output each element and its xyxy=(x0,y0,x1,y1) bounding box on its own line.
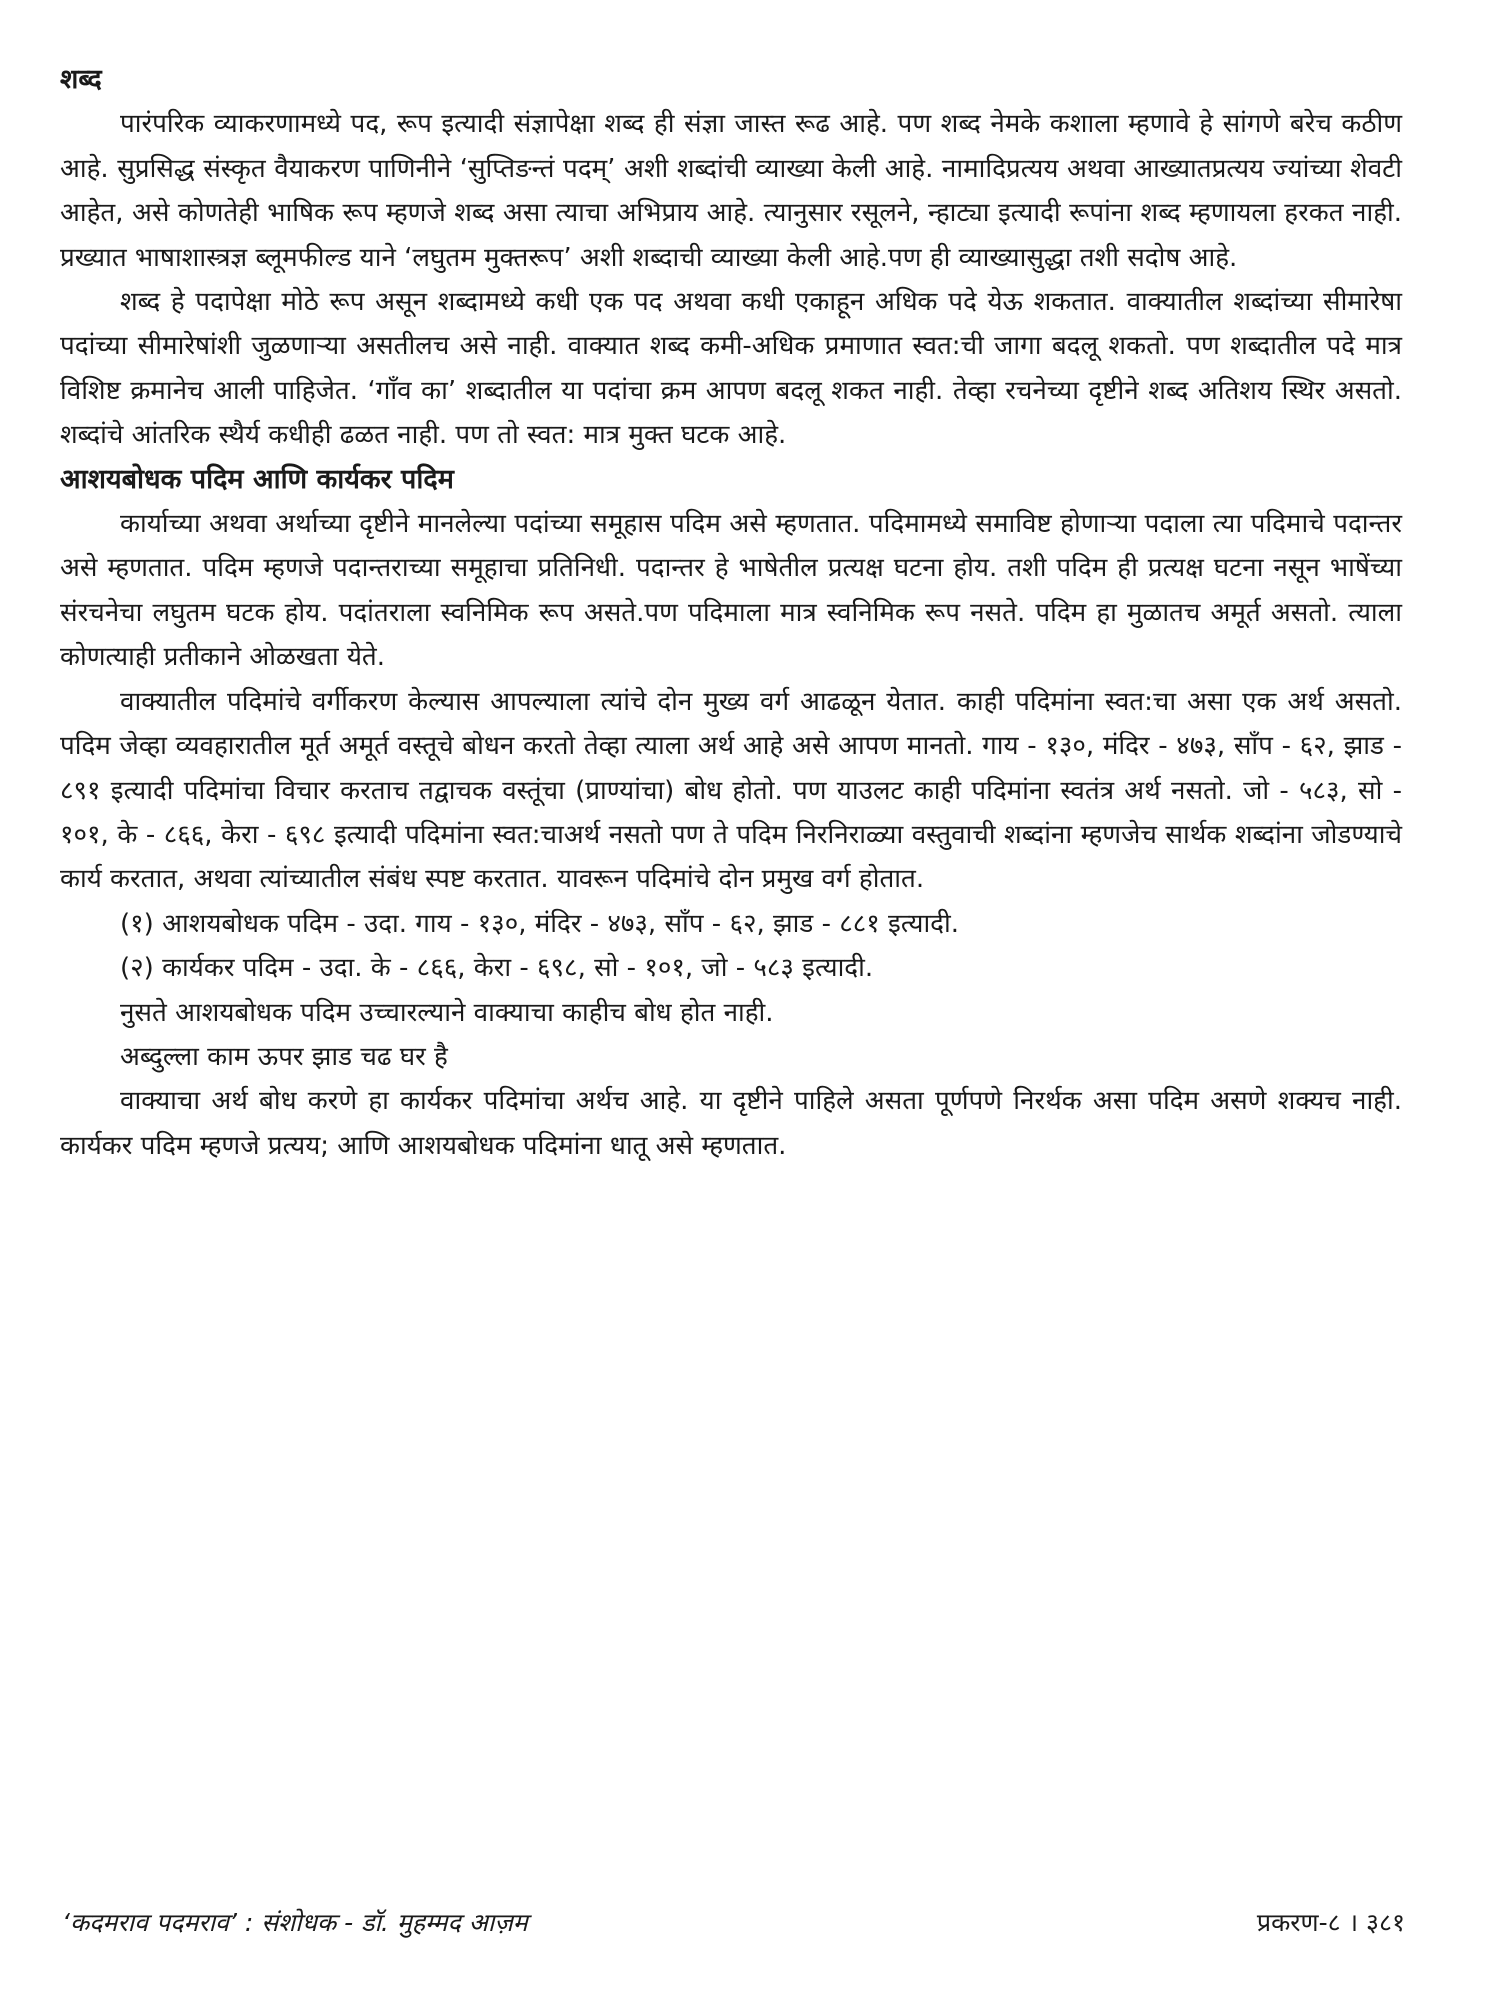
list-item: (२) कार्यकर पदिम - उदा. के - ८६६, केरा - ६९८, सो - १०१, जो - ५८३ इत्यादी. xyxy=(120,953,874,984)
footer-page-number: प्रकरण-८ । ३८१ xyxy=(1256,1908,1405,1937)
footer-book-title: ‘कदमराव पदमराव’ : संशोधक - डॉ. मुहम्मद आज़म xyxy=(62,1908,528,1937)
page-footer xyxy=(62,1905,1405,1939)
paragraph: कार्याच्या अथवा अर्थाच्या दृष्टीने मानलेल्या पदांच्या समूहास पदिम असे म्हणतात. पदिमामध्ये समाविष्ट होणाऱ्या पदाला त्या पदिमाचे पदान्तर असे म्हणतात. पदिम म्हणजे पदान्तराच्या समूहाचा प्रतिनिधी. पदान्तर हे भाषेतील प्रत्यक्ष घटना होय. तशी पदिम ही प्रत्यक्ष घटना नसून भाषेंच्या संरचनेचा लघुतम घटक होय. पदांतराला स्वनिमिक रूप असते.पण पदिमाला मात्र स्वनिमिक रूप नसते. पदिम हा मुळातच अमूर्त असतो. त्याला कोणत्याही प्रतीकाने ओळखता येते. xyxy=(60,509,1402,673)
paragraph: वाक्याचा अर्थ बोध करणे हा कार्यकर पदिमांचा अर्थच आहे. या दृष्टीने पाहिले असता पूर्णपणे निरर्थक असा पदिम असणे शक्यच नाही. कार्यकर पदिम म्हणजे प्रत्यय; आणि आशयबोधक पदिमांना धातू असे म्हणतात. xyxy=(60,1086,1402,1161)
section-heading-padim: आशयबोधक पदिम आणि कार्यकर पदिम xyxy=(60,463,454,495)
document-page xyxy=(60,58,1402,1168)
paragraph: पारंपरिक व्याकरणामध्ये पद, रूप इत्यादी संज्ञापेक्षा शब्द ही संज्ञा जास्त रूढ आहे. पण शब्द नेमके कशाला म्हणावे हे सांगणे बरेच कठीण आहे. सुप्रसिद्ध संस्कृत वैयाकरण पाणिनीने ‘सुप्तिङन्तं पदम्’ अशी शब्दांची व्याख्या केली आहे. नामादिप्रत्यय अथवा आख्यातप्रत्यय ज्यांच्या शेवटी आहेत, असे कोणतेही भाषिक रूप म्हणजे शब्द असा त्याचा अभिप्राय आहे. त्यानुसार रसूलने, न्हाट्या इत्यादी रूपांना शब्द म्हणायला हरकत नाही. प्रख्यात भाषाशास्त्रज्ञ ब्लूमफील्ड याने ‘लघुतम मुक्तरूप’ अशी शब्दाची व्याख्या केली आहे.पण ही व्याख्यासुद्धा तशी सदोष आहे. xyxy=(60,109,1402,273)
paragraph: शब्द हे पदापेक्षा मोठे रूप असून शब्दामध्ये कधी एक पद अथवा कधी एकाहून अधिक पदे येऊ शकतात. वाक्यातील शब्दांच्या सीमारेषा पदांच्या सीमारेषांशी जुळणाऱ्या असतीलच असे नाही. वाक्यात शब्द कमी-अधिक प्रमाणात स्वत:ची जागा बदलू शकतो. पण शब्दातील पदे मात्र विशिष्ट क्रमानेच आली पाहिजेत. ‘गाँव का’ शब्दातील या पदांचा क्रम आपण बदलू शकत नाही. तेव्हा रचनेच्या दृष्टीने शब्द अतिशय स्थिर असतो. शब्दांचे आंतरिक स्थैर्य कधीही ढळत नाही. पण तो स्वत: मात्र मुक्त घटक आहे. xyxy=(60,287,1402,451)
paragraph: वाक्यातील पदिमांचे वर्गीकरण केल्यास आपल्याला त्यांचे दोन मुख्य वर्ग आढळून येतात. काही पदिमांना स्वत:चा असा एक अर्थ असतो. पदिम जेव्हा व्यवहारातील मूर्त अमूर्त वस्तूचे बोधन करतो तेव्हा त्याला अर्थ आहे असे आपण मानतो. गाय - १३०, मंदिर - ४७३, साँप - ६२, झाड - ८९१ इत्यादी पदिमांचा विचार करताच तद्वाचक वस्तूंचा (प्राण्यांचा) बोध होतो. पण याउलट काही पदिमांना स्वतंत्र अर्थ नसतो. जो - ५८३, सो - १०१, के - ८६६, केरा - ६९८ इत्यादी पदिमांना स्वत:चाअर्थ नसतो पण ते पदिम निरनिराळ्या वस्तुवाची शब्दांना म्हणजेच सार्थक शब्दांना जोडण्याचे कार्य करतात, अथवा त्यांच्यातील संबंध स्पष्ट करतात. यावरून पदिमांचे दोन प्रमुख वर्ग होतात. xyxy=(60,686,1402,895)
list-item: (१) आशयबोधक पदिम - उदा. गाय - १३०, मंदिर - ४७३, साँप - ६२, झाड - ८८१ इत्यादी. xyxy=(120,908,959,939)
text-line: नुसते आशयबोधक पदिम उच्चारल्याने वाक्याचा काहीच बोध होत नाही. xyxy=(120,997,774,1028)
example-sentence: अब्दुल्ला काम ऊपर झाड चढ घर है xyxy=(120,1041,448,1072)
section-heading-shabd: शब्द xyxy=(60,64,102,95)
